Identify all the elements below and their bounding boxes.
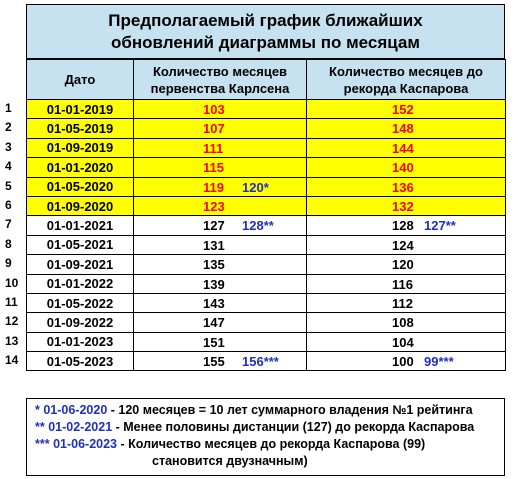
carlsen-value: 123	[203, 198, 225, 214]
date-cell: 01-09-2022	[27, 313, 134, 332]
carlsen-cell	[134, 274, 307, 293]
kasparov-cell	[307, 274, 506, 293]
carlsen-cell	[134, 235, 307, 254]
footnote-2: ** 01-02-2021 - Менее половины дистанции (127) до рекорда Каспарова	[35, 420, 475, 434]
footnote-3: *** 01-06-2023 - Количество месяцев до рекорда Каспарова (99)	[35, 437, 426, 451]
kasparov-cell	[307, 177, 506, 196]
carlsen-cell	[134, 313, 307, 332]
date-cell: 01-01-2022	[27, 274, 134, 293]
schedule-table	[26, 59, 506, 371]
date-cell: 01-01-2020	[27, 158, 134, 177]
row-numbers	[0, 99, 24, 370]
kasparov-cell	[307, 352, 506, 371]
kasparov-value: 148	[392, 121, 414, 137]
carlsen-cell	[134, 100, 307, 119]
kasparov-value: 140	[392, 160, 414, 176]
carlsen-value: 103	[203, 102, 225, 117]
kasparov-value: 144	[392, 140, 414, 156]
kasparov-value: 152	[392, 102, 414, 117]
carlsen-value: 135	[203, 257, 225, 273]
kasparov-value: 116	[392, 276, 413, 292]
table-row	[27, 274, 506, 293]
table-row	[27, 158, 506, 177]
kasparov-cell	[307, 138, 506, 157]
kasparov-value: 112	[392, 295, 413, 311]
kasparov-cell	[307, 158, 506, 177]
header-carlsen: Количество месяцев первенства Карлсена	[134, 60, 307, 100]
row-number: 9	[5, 256, 12, 271]
date-cell: 01-09-2020	[27, 196, 134, 215]
title-line-2: обновлений диаграммы по месяцам	[111, 33, 420, 52]
table-row	[27, 332, 506, 351]
carlsen-cell	[134, 332, 307, 351]
table-row	[27, 196, 506, 215]
date-cell: 01-05-2023	[27, 352, 134, 371]
date-cell: 01-05-2019	[27, 119, 134, 138]
row-number: 8	[5, 236, 12, 251]
table-row	[27, 313, 506, 332]
kasparov-cell	[307, 196, 506, 215]
row-number: 4	[5, 159, 12, 174]
row-number: 3	[5, 139, 12, 154]
table-row	[27, 100, 506, 119]
date-cell: 01-05-2021	[27, 235, 134, 254]
table-row	[27, 293, 506, 312]
table-row	[27, 235, 506, 254]
header-row	[27, 60, 506, 100]
kasparov-value: 124	[392, 237, 414, 253]
table-row	[27, 119, 506, 138]
kasparov-cell	[307, 100, 506, 119]
carlsen-value: 107	[203, 121, 225, 137]
table-row	[27, 352, 506, 371]
kasparov-cell	[307, 235, 506, 254]
carlsen-cell	[134, 255, 307, 274]
carlsen-note: 128**	[242, 218, 274, 234]
footnotes	[26, 398, 505, 476]
kasparov-cell	[307, 313, 506, 332]
date-cell: 01-01-2021	[27, 216, 134, 235]
carlsen-value: 127	[203, 218, 225, 234]
kasparov-cell	[307, 332, 506, 351]
date-cell: 01-09-2019	[27, 138, 134, 157]
table-row	[27, 216, 506, 235]
carlsen-cell	[134, 177, 307, 196]
kasparov-value: 108	[392, 315, 414, 331]
carlsen-note: 156***	[242, 354, 279, 370]
carlsen-value: 155	[203, 354, 225, 370]
kasparov-note: 127**	[424, 218, 456, 234]
carlsen-value: 119	[203, 179, 224, 195]
carlsen-cell	[134, 352, 307, 371]
table-row	[27, 177, 506, 196]
footnote-3-cont: становится двузначным)	[152, 454, 308, 468]
carlsen-cell	[134, 158, 307, 177]
carlsen-cell	[134, 196, 307, 215]
date-cell: 01-05-2020	[27, 177, 134, 196]
row-number: 14	[5, 353, 19, 368]
carlsen-value: 139	[203, 276, 225, 292]
carlsen-cell	[134, 138, 307, 157]
header-date: Дато	[27, 60, 134, 100]
row-number: 1	[5, 101, 12, 115]
date-cell: 01-01-2019	[27, 100, 134, 119]
title-line-1: Предполагаемый график ближайших	[108, 11, 423, 30]
kasparov-note: 99***	[424, 354, 454, 370]
kasparov-value: 104	[392, 334, 414, 350]
carlsen-cell	[134, 293, 307, 312]
table-row	[27, 138, 506, 157]
kasparov-value: 136	[392, 179, 414, 195]
carlsen-value: 111	[203, 140, 224, 156]
kasparov-cell	[307, 293, 506, 312]
row-number: 7	[5, 217, 12, 232]
carlsen-value: 131	[203, 237, 225, 253]
kasparov-cell	[307, 119, 506, 138]
kasparov-value: 100	[392, 354, 414, 370]
carlsen-value: 147	[203, 315, 225, 331]
date-cell: 01-01-2023	[27, 332, 134, 351]
date-cell: 01-09-2021	[27, 255, 134, 274]
row-number: 6	[5, 197, 12, 212]
table-title	[26, 4, 505, 59]
header-kasparov: Количество месяцев до рекорда Каспарова	[307, 60, 506, 100]
carlsen-cell	[134, 216, 307, 235]
carlsen-value: 115	[203, 160, 224, 176]
carlsen-value: 143	[203, 295, 225, 311]
table-row	[27, 255, 506, 274]
carlsen-note: 120*	[242, 179, 269, 195]
row-number: 13	[5, 333, 19, 348]
kasparov-value: 128	[392, 218, 414, 234]
kasparov-cell	[307, 255, 506, 274]
row-number: 5	[5, 178, 12, 193]
footnote-1: * 01-06-2020 - 120 месяцев = 10 лет суммарного владения №1 рейтинга	[35, 403, 473, 417]
carlsen-cell	[134, 119, 307, 138]
row-number: 10	[5, 275, 19, 290]
row-number: 2	[5, 120, 12, 135]
row-number: 11	[5, 294, 18, 309]
kasparov-cell	[307, 216, 506, 235]
kasparov-value: 132	[392, 198, 414, 214]
kasparov-value: 120	[392, 257, 414, 273]
carlsen-value: 151	[203, 334, 225, 350]
date-cell: 01-05-2022	[27, 293, 134, 312]
row-number: 12	[5, 314, 19, 329]
